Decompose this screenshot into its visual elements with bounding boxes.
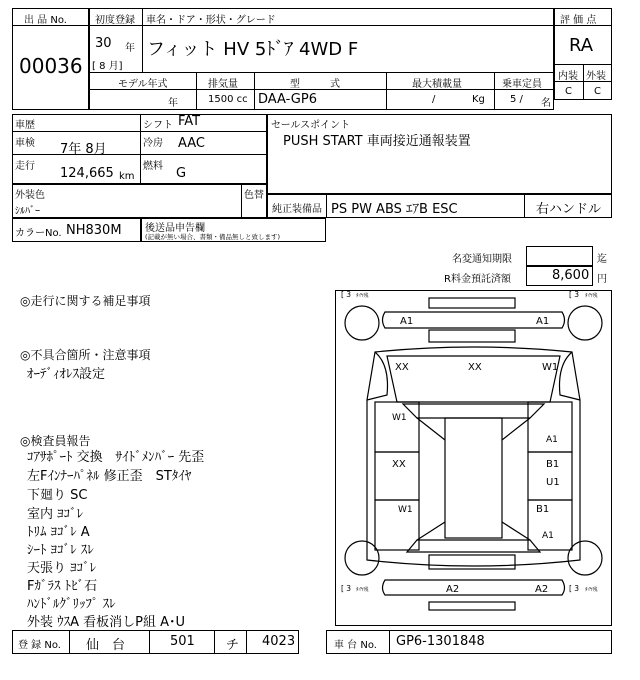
right-quarter <box>528 500 572 550</box>
damage-mark: B1 <box>546 459 560 470</box>
car-damage-diagram <box>335 290 612 626</box>
sales-point-text: PUSH START 車両接近通報装置 <box>283 134 471 149</box>
right-front-fender <box>560 352 581 400</box>
damage-mark: XX <box>468 362 482 373</box>
damage-mark: B1 <box>536 504 550 515</box>
model-type-label: 型 式 <box>290 79 340 90</box>
car-name: フィット HV 5ﾄﾞｱ 4WD F <box>147 39 359 60</box>
tire-tag: ﾀｲﾔ残 <box>585 587 598 593</box>
damage-mark: U1 <box>546 477 560 488</box>
capacity-value: 5 / <box>510 94 523 105</box>
model-year-unit: 年 <box>168 98 178 109</box>
inspector-line: 外装 ｳｽA 看板消しP組 A･U <box>27 615 186 630</box>
exterior-grade: C <box>594 86 601 97</box>
inspector-line: 下廻り SC <box>27 488 88 503</box>
left-front-fender <box>367 352 388 400</box>
interior-grade: C <box>565 86 572 97</box>
recolor-label: 色替 <box>244 190 264 201</box>
mileage-label: 走行 <box>15 161 35 172</box>
registration-area: 仙 台 <box>86 638 126 653</box>
rear-window <box>407 540 540 552</box>
first-registration-month: [ 8 月] <box>92 61 123 72</box>
exterior-color-value: ｼﾙﾊﾞｰ <box>15 206 40 217</box>
registration-class: 501 <box>170 634 195 649</box>
model-type-value: DAA-GP6 <box>258 92 317 107</box>
chassis-number: GP6-1301848 <box>396 634 485 649</box>
capacity-label: 乗車定員 <box>502 79 542 90</box>
mileage-value: 124,665 <box>60 166 114 181</box>
driving-notes-title: ◎走行に関する補足事項 <box>20 294 151 308</box>
ac-value: AAC <box>178 136 205 151</box>
max-load-unit: Kg <box>472 94 485 105</box>
defects-title: ◎不具合箇所・注意事項 <box>20 348 151 362</box>
first-registration-year: 30 <box>95 36 112 51</box>
genuine-equipment-label: 純正装備品 <box>272 204 322 215</box>
rear-garnish <box>429 602 515 610</box>
tire-tag: ﾀｲﾔ残 <box>585 293 598 299</box>
recycle-fee-label: R料金預託済額 <box>444 274 511 285</box>
inspection-value: 7年 8月 <box>60 142 107 157</box>
color-number-value: NH830M <box>66 223 122 238</box>
damage-mark: A2 <box>535 584 549 595</box>
inspector-line: ﾊﾝﾄﾞﾙｸﾞﾘｯﾌﾟ ｽﾚ <box>27 597 116 612</box>
lot-number-label: 出 品 No. <box>24 15 67 26</box>
fuel-label: 燃料 <box>143 161 163 172</box>
corner-label-top-right: [ 3 <box>569 290 580 299</box>
front-grille <box>429 298 515 308</box>
tire-rear-left <box>345 541 379 575</box>
capacity-unit: 名 <box>541 98 551 109</box>
rating-label: 評 価 点 <box>560 15 597 26</box>
corner-label-top-left: [ 3 <box>341 290 352 299</box>
year-unit: 年 <box>125 43 135 54</box>
first-registration-label: 初度登録 <box>95 15 135 26</box>
damage-mark: XX <box>395 362 409 373</box>
registration-number: 4023 <box>262 634 296 649</box>
interior-label: 内装 <box>558 71 578 82</box>
name-change-deadline-label: 名変通知期限 <box>452 254 512 265</box>
inspector-line: Fｶﾞﾗｽ ﾄﾋﾞ石 <box>27 579 98 594</box>
damage-mark: A2 <box>446 584 460 595</box>
inspector-line: ﾄﾘﾑ ﾖｺﾞﾚ A <box>27 525 90 540</box>
inspector-line: ｼｰﾄ ﾖｺﾞﾚ ｽﾚ <box>27 543 94 558</box>
damage-mark: A1 <box>400 316 414 327</box>
exterior-color-label: 外装色 <box>15 190 45 201</box>
inspector-line: 天張り ﾖｺﾞﾚ <box>27 561 97 576</box>
roof <box>445 418 502 538</box>
sales-point-label: セールスポイント <box>271 120 351 131</box>
recycle-fee-unit: 円 <box>597 274 607 285</box>
tire-tag: ﾀｲﾔ残 <box>356 293 369 299</box>
rear-plate <box>429 555 515 569</box>
corner-label-bottom-left: [ 3 <box>341 584 352 593</box>
damage-mark: A1 <box>542 531 554 541</box>
defect-line: ｵｰﾃﾞｨｵﾚｽ設定 <box>27 367 106 382</box>
exterior-color-box <box>12 184 267 218</box>
tire-rear-right <box>568 541 602 575</box>
ac-label: 冷房 <box>143 138 163 149</box>
overall-rating: RA <box>569 35 594 56</box>
damage-mark: A1 <box>536 316 550 327</box>
tire-front-right <box>568 306 602 340</box>
history-label: 車歴 <box>15 120 35 131</box>
followup-note: (記載が無い場合、書類・備品無しと致します) <box>145 233 281 241</box>
equipment-value: PS PW ABS ｴｱB ESC <box>331 202 458 217</box>
registration-label: 登 録 No. <box>18 640 61 651</box>
inspector-line: ｺｱｻﾎﾟｰﾄ 交換 ｻｲﾄﾞﾒﾝﾊﾞｰ 先歪 <box>27 450 205 465</box>
recycle-fee-value: 8,600 <box>552 268 590 283</box>
car-name-label: 車名・ドア・形状・グレード <box>146 15 276 26</box>
shift-label: シフト <box>143 120 173 131</box>
displacement-label: 排気量 <box>208 79 238 90</box>
name-change-deadline-value <box>526 246 593 266</box>
damage-mark: W1 <box>542 362 559 373</box>
windshield <box>403 404 544 418</box>
name-change-deadline-unit: 迄 <box>597 254 607 265</box>
corner-label-bottom-right: [ 3 <box>569 584 580 593</box>
shift-value: FAT <box>178 114 201 129</box>
inspection-label: 車検 <box>15 138 35 149</box>
front-plate <box>429 330 515 342</box>
mileage-unit: km <box>119 171 135 182</box>
inspector-line: 左Fｲﾝﾅｰﾊﾟﾈﾙ 修正歪 STﾀｲﾔ <box>27 469 192 484</box>
damage-mark: XX <box>392 459 406 470</box>
damage-mark: W1 <box>392 413 407 423</box>
max-load-value: / <box>432 94 436 105</box>
model-year-label: モデル年式 <box>118 79 168 90</box>
chassis-label: 車 台 No. <box>334 640 377 651</box>
exterior-label: 外装 <box>586 71 606 82</box>
damage-mark: A1 <box>546 435 558 445</box>
tire-tag: ﾀｲﾔ残 <box>356 587 369 593</box>
tire-front-left <box>345 306 379 340</box>
inspector-line: 室内 ﾖｺﾞﾚ <box>27 507 84 522</box>
registration-kana: チ <box>226 638 240 653</box>
inspector-report-title: ◎検査員報告 <box>20 434 91 448</box>
steering-side: 右ハンドル <box>536 202 602 217</box>
fuel-value: G <box>176 166 187 181</box>
color-number-label: カラーNo. <box>15 228 62 239</box>
left-front-door <box>375 402 419 452</box>
max-load-label: 最大積載量 <box>412 79 462 90</box>
lot-number: 00036 <box>19 54 83 78</box>
damage-mark: W1 <box>398 505 413 515</box>
followup-label: 後送品申告欄 <box>145 223 205 234</box>
displacement-value: 1500 cc <box>208 94 248 105</box>
